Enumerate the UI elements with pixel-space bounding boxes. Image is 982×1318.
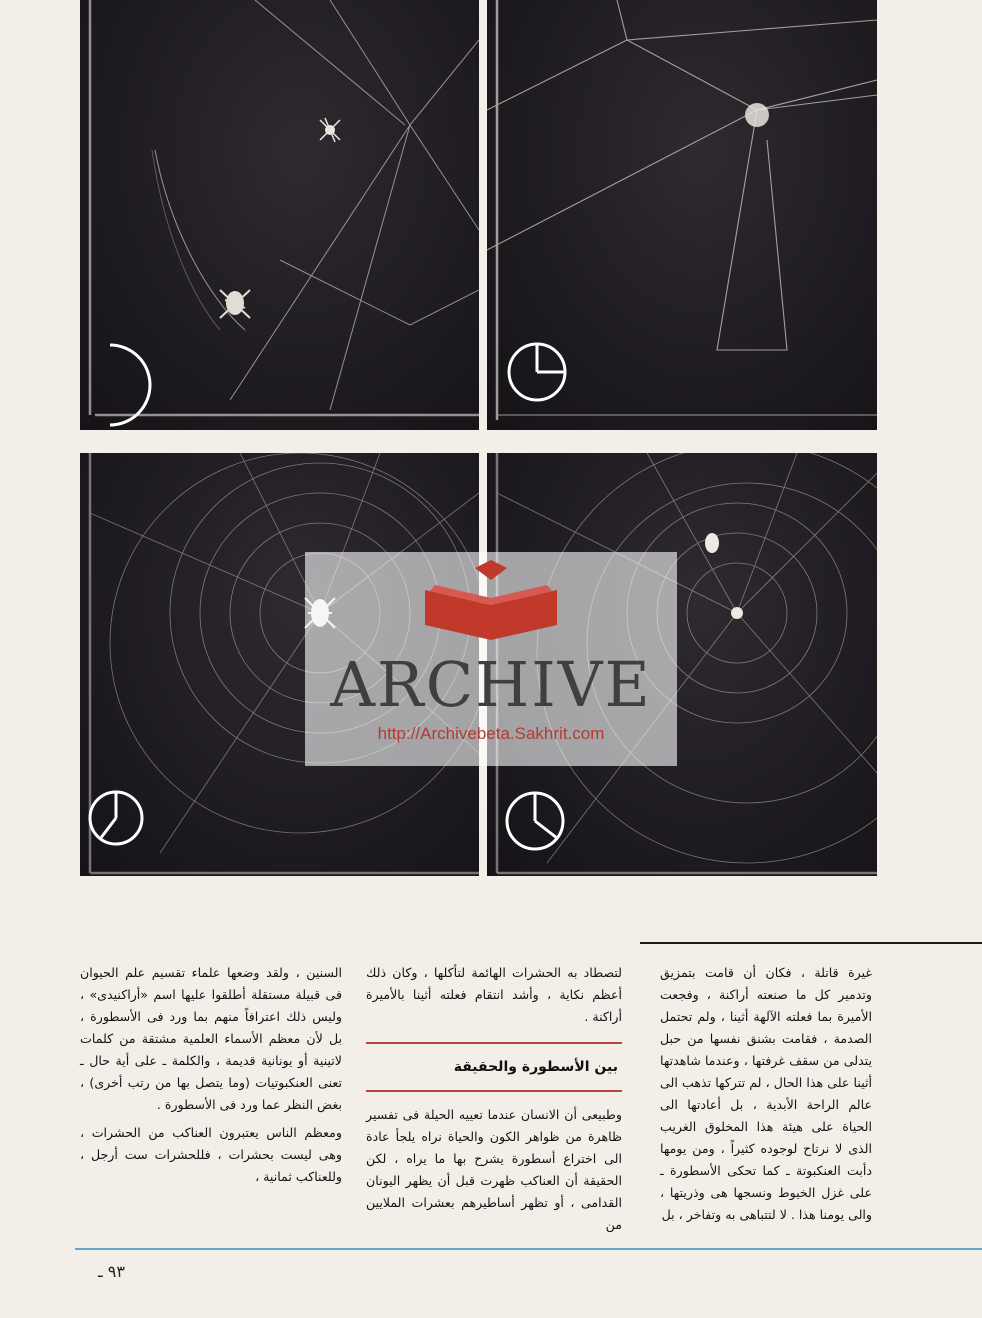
- article-column-right: [660, 962, 872, 1226]
- spider-web-illustration: [487, 0, 877, 430]
- clock-icon: [509, 344, 565, 400]
- paragraph: السنين ، ولقد وضعها علماء تقسيم علم الحيوان فى قبيلة مستقلة أطلقوا عليها اسم «أراكنيدى» ، وليس ذلك اعترافاً منهم بما ورد فى الأسطورة ، بل لأن معظم الأسماء العلمية مشتقة من كلمات لاتينية أو يونانية قديمة ، والكلمة ـ على أية حال ـ تعنى العنكبوتيات (وما يتصل بها من رتب أخرى) ، بغض النظر عما ورد فى الأسطورة .: [80, 965, 342, 1112]
- footer-rule: [75, 1248, 982, 1250]
- clock-icon: [90, 792, 142, 844]
- section-heading: [366, 1042, 622, 1092]
- section-divider: [640, 942, 982, 944]
- clock-icon: [507, 793, 563, 849]
- paragraph: غيرة قاتلة ، فكان أن قامت بتمزيق وتدمير كل ما صنعته أراكنة ، وفجعت الأميرة بما فعلته الآلهة أثينا ، ولم تحتمل الصدمة ، فقامت بشنق نفسها من حبل يتدلى من سقف غرفتها ، وعندما شاهدتها أثينا على هذا الحال ، لم تتركها تذهب الى عالم الراحة الأبدية ، بل أعادتها الى الحياة على هيئة هذا المخلوق الغريب الذى لا نرتاح لوجوده كثيراً ، ومن يومها دأبت العنكبوتة ـ كما تحكى الأسطورة ـ على غزل الخيوط ونسجها هى وذريتها ، والى يومنا هذا . لا لتتباهى به وتفاخر ، بل: [660, 965, 872, 1222]
- photo-web-stage-1: [80, 0, 479, 430]
- spider-icon: [320, 118, 340, 142]
- photo-web-stage-2: [487, 0, 877, 430]
- paragraph: ومعظم الناس يعتبرون العناكب من الحشرات ، وهى ليست بحشرات ، فللحشرات ست أرجل ، وللعناكب ثمانية ،: [80, 1125, 342, 1184]
- heading-rule-bottom: [366, 1090, 622, 1092]
- article-column-middle: [366, 962, 622, 1236]
- open-book-logo-icon: [405, 560, 577, 645]
- spider-icon-lower: [220, 290, 250, 318]
- spider-icon: [745, 103, 769, 127]
- clock-icon: [110, 345, 150, 425]
- section-heading-text: بين الأسطورة والحقيقة: [453, 1059, 618, 1075]
- paragraph: لتصطاد به الحشرات الهائمة لتأكلها ، وكان ذلك أعظم نكاية ، وأشد انتقام فعلته أثينا بالأميرة أراكنة .: [366, 965, 622, 1024]
- watermark-url: http://Archivebeta.Sakhrit.com: [377, 724, 605, 743]
- watermark-title: ARCHIVE: [330, 648, 652, 721]
- article-column-left: [80, 962, 342, 1188]
- page-number: ٩٣ ـ: [98, 1262, 125, 1281]
- paragraph: وطبيعى أن الانسان عندما تعييه الحيلة فى تفسير ظاهرة من ظواهر الكون والحياة نراه يلجأ عادة الى اختراع أسطورة يشرح بها ما يراه ، لكن الحقيقة أن العناكب ظهرت قبل أن يظهر اليونان القدامى ، أو تظهر أساطيرهم بعشرات الملايين من: [366, 1107, 622, 1232]
- archive-watermark: [305, 552, 677, 766]
- spider-web-illustration: [80, 0, 479, 430]
